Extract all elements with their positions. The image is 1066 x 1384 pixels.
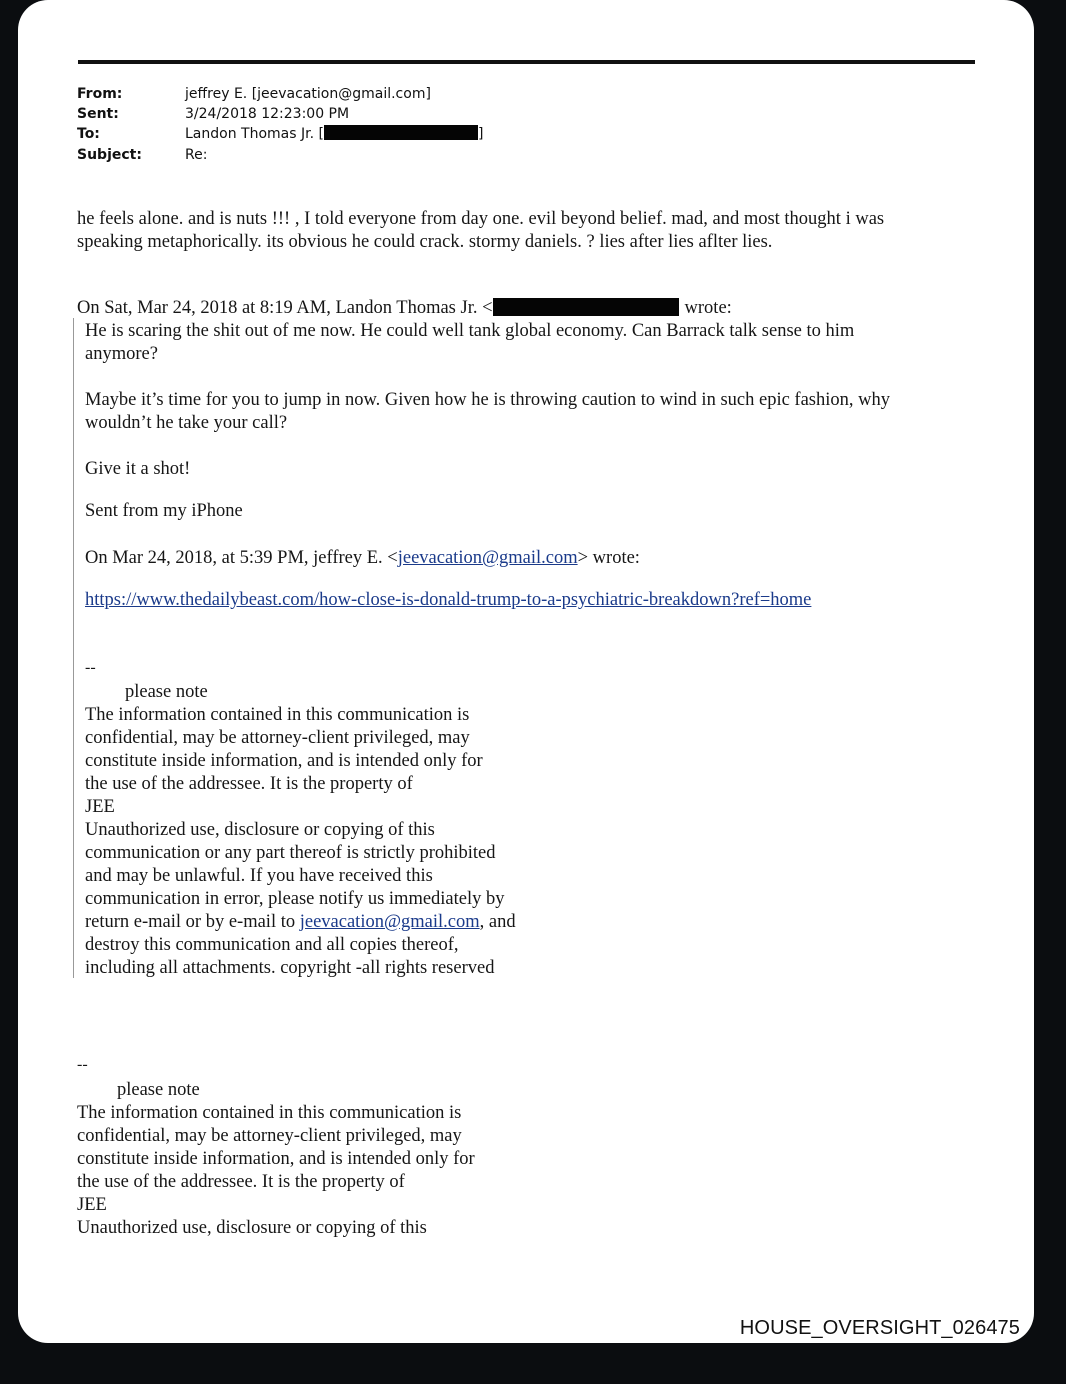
quoted-sig-line: The information contained in this communication is [85, 705, 470, 725]
header-rule [78, 60, 975, 64]
outer-sig-line: constitute inside information, and is intended only for [77, 1149, 475, 1169]
outer-sig-note: please note [117, 1080, 200, 1100]
sig-return-suffix: , and [479, 912, 516, 932]
quoted-p2-line1: Maybe it’s time for you to jump in now. Given how he is throwing caution to wind in such epic fashion, why [85, 390, 890, 410]
quoted-p3: Give it a shot! [85, 459, 191, 479]
article-link[interactable]: https://www.thedailybeast.com/how-close-is-donald-trump-to-a-psychiatric-breakdown?ref=home [85, 590, 812, 610]
outer-sig-line: JEE [77, 1195, 107, 1215]
quoted-sig-line: and may be unlawful. If you have received this [85, 866, 433, 886]
quoted-intro-prefix: On Sat, Mar 24, 2018 at 8:19 AM, Landon Thomas Jr. < [77, 298, 493, 318]
quoted-sig-return-line [85, 911, 516, 934]
to-value-prefix: Landon Thomas Jr. [ [185, 126, 324, 142]
quoted-p1-line2: anymore? [85, 344, 158, 364]
quoted-intro-redaction [493, 298, 679, 316]
bates-number: HOUSE_OVERSIGHT_026475 [739, 1317, 1020, 1339]
sig-return-email-link[interactable]: jeevacation@gmail.com [299, 912, 480, 932]
quote-bar [73, 318, 74, 978]
body-line-1: he feels alone. and is nuts !!! , I told everyone from day one. evil beyond belief. mad, and most thought i was [77, 209, 885, 229]
quoted-sig-line: Unauthorized use, disclosure or copying of this [85, 820, 435, 840]
quoted-p2-line2: wouldn’t he take your call? [85, 413, 288, 433]
from-value: jeffrey E. [jeevacation@gmail.com] [185, 86, 431, 102]
inner-intro-prefix: On Mar 24, 2018, at 5:39 PM, jeffrey E. < [85, 548, 398, 568]
quoted-sig-body [85, 704, 516, 980]
quoted-sig-line: including all attachments. copyright -all rights reserved [85, 958, 495, 978]
outer-sig-line: the use of the addressee. It is the property of [77, 1172, 405, 1192]
outer-sig-body [77, 1102, 475, 1240]
quoted-intro [77, 297, 732, 320]
to-label: To: [77, 126, 100, 142]
quoted-sig-line: confidential, may be attorney-client privileged, may [85, 728, 470, 748]
quoted-intro-suffix: wrote: [684, 298, 732, 318]
inner-intro [85, 547, 640, 570]
outer-sig-line: The information contained in this communication is [77, 1103, 462, 1123]
sent-label: Sent: [77, 106, 119, 122]
quoted-sig-line: the use of the addressee. It is the property of [85, 774, 413, 794]
quoted-sig-line: communication or any part thereof is strictly prohibited [85, 843, 496, 863]
to-value [185, 124, 483, 144]
inner-intro-email-link[interactable]: jeevacation@gmail.com [397, 548, 578, 568]
to-value-suffix: ] [477, 126, 484, 142]
outer-sig-line: Unauthorized use, disclosure or copying of this [77, 1218, 427, 1238]
sent-value: 3/24/2018 12:23:00 PM [185, 106, 350, 122]
quoted-sig-line: JEE [85, 797, 115, 817]
subject-value: Re: [185, 147, 208, 163]
sig-return-prefix: return e-mail or by e-mail to [85, 912, 300, 932]
outer-sig-line: confidential, may be attorney-client privileged, may [77, 1126, 462, 1146]
quoted-sig-line: destroy this communication and all copies thereof, [85, 935, 459, 955]
to-redaction [324, 125, 478, 140]
outer-sig-dash: -- [77, 1056, 88, 1073]
document-page [18, 0, 1034, 1343]
quoted-p1-line1: He is scaring the shit out of me now. He could well tank global economy. Can Barrack talk sense to him [85, 321, 855, 341]
body-line-2: speaking metaphorically. its obvious he could crack. stormy daniels. ? lies after lies aflter lies. [77, 232, 773, 252]
from-label: From: [77, 86, 123, 102]
quoted-sig-line: communication in error, please notify us immediately by [85, 889, 505, 909]
quoted-sig-note: please note [125, 682, 208, 702]
subject-label: Subject: [77, 147, 142, 163]
quoted-p4: Sent from my iPhone [85, 501, 243, 521]
inner-intro-suffix: > wrote: [577, 548, 640, 568]
quoted-sig-dash: -- [85, 659, 96, 676]
quoted-sig-line: constitute inside information, and is intended only for [85, 751, 483, 771]
